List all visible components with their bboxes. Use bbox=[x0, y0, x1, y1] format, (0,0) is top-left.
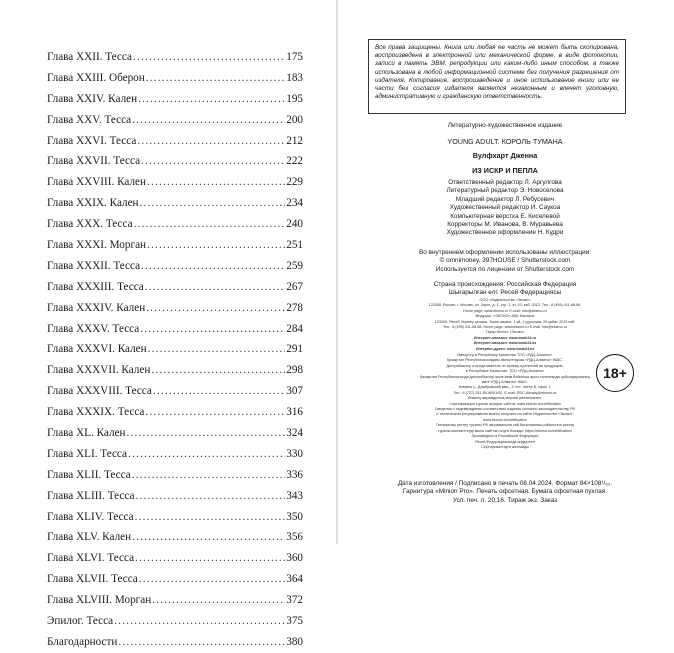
toc-entry-page: 330 bbox=[286, 447, 303, 460]
toc-entry bbox=[47, 298, 303, 319]
toc-entry-page: 175 bbox=[286, 51, 303, 63]
shop-line: Интернет-дүкен: www.book24.kz bbox=[475, 346, 535, 351]
toc-entry-page: 380 bbox=[286, 635, 303, 648]
toc-entry bbox=[47, 110, 303, 131]
toc-entry-title: Глава XXX. Тесса bbox=[47, 218, 133, 231]
toc-entry-title: Глава XXXVI. Кален bbox=[47, 343, 147, 356]
toc-leader-dots bbox=[145, 277, 285, 298]
toc-entry-page: 251 bbox=[286, 239, 303, 252]
table-of-contents bbox=[47, 47, 303, 653]
toc-entry-title: Глава XXIV. Кален bbox=[47, 92, 138, 105]
toc-leader-dots bbox=[132, 465, 286, 486]
importer-line: в Республике Казахстан: ТОО «РДЦ-Алматы» bbox=[465, 369, 545, 374]
toc-entry-page: 195 bbox=[286, 92, 303, 105]
toc-entry-page: 278 bbox=[286, 301, 303, 314]
shop-line: Интернет-магазин: www.book24.ru bbox=[473, 336, 537, 340]
toc-entry-page: 267 bbox=[286, 280, 303, 293]
illustration-credits bbox=[360, 249, 650, 274]
origin-line: Страна происхождения: Российская Федерация bbox=[433, 281, 577, 288]
toc-entry-page: 356 bbox=[286, 531, 303, 544]
toc-entry-title: Глава XL. Кален bbox=[47, 427, 126, 440]
toc-leader-dots bbox=[132, 527, 285, 548]
publisher-line: 123308, Россия, г. Москва, ул. Зорге, д. 1, стр. 1, эт. 20, каб. 2013. Тел.: 8 (495) 411-68-86. bbox=[428, 303, 582, 308]
toc-leader-dots bbox=[141, 151, 285, 172]
toc-entry bbox=[47, 507, 303, 528]
importer-line: Алматы қ., Домбровский көш., 3 «а», литер Б, офис 1. bbox=[458, 385, 552, 390]
toc-leader-dots bbox=[135, 548, 285, 569]
illustration-line: Используется по лицензии от Shutterstock.com bbox=[435, 265, 575, 273]
publisher-line: Home page: www.eksmo.ru E-mail: info@eksmo.ru bbox=[463, 308, 547, 313]
toc-entry bbox=[47, 381, 303, 402]
toc-entry-page: 291 bbox=[286, 343, 303, 356]
toc-entry bbox=[47, 360, 303, 381]
toc-entry bbox=[47, 68, 303, 89]
toc-entry bbox=[47, 277, 303, 298]
origin-line: Шығарылған елі: Ресей Федерациясы bbox=[448, 289, 562, 297]
toc-leader-dots bbox=[135, 486, 285, 507]
importer-line: Импортер в Республику Казахстан ТОО «РДЦ-Алматы». bbox=[456, 353, 554, 357]
toc-entry-title: Глава XXXIV. Кален bbox=[47, 301, 146, 314]
toc-entry bbox=[47, 569, 303, 590]
toc-leader-dots bbox=[128, 444, 285, 465]
publisher-info bbox=[360, 298, 650, 336]
edition-type: Литературно-художественное издание bbox=[447, 122, 563, 129]
toc-entry bbox=[47, 339, 303, 360]
toc-leader-dots bbox=[134, 214, 286, 235]
print-details bbox=[360, 480, 650, 505]
toc-entry bbox=[47, 319, 303, 340]
toc-entry bbox=[47, 402, 303, 423]
toc-entry-page: 240 bbox=[286, 218, 303, 231]
contents-page bbox=[0, 0, 337, 648]
importer-line: Произведено в Российской Федерации bbox=[471, 434, 539, 439]
toc-entry-title: Глава XLV. Кален bbox=[47, 531, 132, 544]
toc-entry bbox=[47, 486, 303, 507]
toc-entry bbox=[47, 172, 303, 193]
toc-entry-page: 222 bbox=[286, 155, 303, 168]
toc-leader-dots bbox=[138, 89, 285, 110]
importer-line: Қазақстан Республикасындағы импорттаушы «РДЦ-Алматы» ЖШС. bbox=[447, 358, 563, 363]
online-shops bbox=[360, 336, 650, 352]
toc-entry bbox=[47, 47, 303, 68]
toc-entry-title: Глава XXVIII. Кален bbox=[47, 176, 146, 189]
toc-entry bbox=[47, 590, 303, 611]
importer-line: өкілі «РДЦ-Алматы» ЖШС, bbox=[481, 380, 529, 385]
credit-line: Младший редактор Л. Ребусевич bbox=[455, 195, 555, 203]
toc-entry-title: Глава XXIX. Кален bbox=[47, 197, 139, 210]
importer-line: Сертификаттауға жатпайды bbox=[481, 444, 529, 449]
importer-line: Қазақстан Республикасында дистрибьютор және өнім бойынша арыз-талаптарды қабылдаушының bbox=[419, 374, 591, 379]
toc-entry-title: Глава XXXIX. Тесса bbox=[47, 406, 145, 419]
toc-entry bbox=[47, 632, 303, 653]
age-rating-badge: 18+ bbox=[596, 354, 634, 392]
publisher-line: ООО «Издательство «Эксмо» bbox=[479, 298, 531, 302]
toc-entry-title: Глава XXVI. Тесса bbox=[47, 134, 137, 147]
toc-leader-dots bbox=[151, 360, 285, 381]
toc-entry-page: 316 bbox=[286, 406, 303, 419]
toc-leader-dots bbox=[137, 131, 285, 152]
toc-leader-dots bbox=[118, 632, 285, 653]
toc-leader-dots bbox=[127, 423, 286, 444]
importer-line: www.eksmo.ru/certification bbox=[483, 417, 527, 422]
toc-entry bbox=[47, 423, 303, 444]
toc-entry-page: 372 bbox=[286, 594, 303, 607]
toc-entry bbox=[47, 193, 303, 214]
importer-line: Сведения о подтверждении соответствия издания согласно законодательству РФ bbox=[434, 407, 576, 412]
importer-line: Тел.: 8 (727) 251-59-90/91/92. E-mail: RDC-Almaty@eksmo.kz bbox=[453, 390, 557, 395]
toc-entry-title: Глава XXXVII. Кален bbox=[47, 364, 151, 377]
toc-entry-title: Глава XLIV. Тесса bbox=[47, 510, 134, 523]
credit-line: Компьютерная верстка Е. Киселевой bbox=[450, 212, 560, 220]
toc-entry-page: 324 bbox=[286, 427, 303, 440]
toc-leader-dots bbox=[153, 381, 285, 402]
toc-entry-title: Глава XXXIII. Тесса bbox=[47, 280, 144, 293]
illustration-line: © omnimoney, 397HOUSE / Shutterstock.com bbox=[439, 257, 571, 265]
toc-entry bbox=[47, 131, 303, 152]
toc-entry-page: 364 bbox=[286, 573, 303, 586]
toc-entry-title: Глава XXII. Тесса bbox=[47, 51, 132, 63]
toc-entry bbox=[47, 465, 303, 486]
toc-entry-page: 307 bbox=[286, 385, 303, 398]
toc-entry-title: Глава XLIII. Тесса bbox=[47, 489, 135, 502]
publisher-line: Тел.: 8 (495) 411-68-86. Home page: www.eksmo.ru E-mail: info@eksmo.ru bbox=[443, 325, 567, 330]
toc-entry bbox=[47, 548, 303, 569]
toc-entry bbox=[47, 444, 303, 465]
illustration-line: Во внутреннем оформлении использованы иллюстрации: bbox=[418, 249, 592, 256]
print-info-line: Усл. печ. л. 20,16. Тираж экз. Заказ bbox=[452, 496, 558, 504]
toc-entry-title: Глава XXXV. Тесса bbox=[47, 322, 140, 335]
importer-line: Техникалық реттеу туралы РФ заңнамасына сай басылымның сәйкестігін растау bbox=[435, 423, 575, 428]
toc-leader-dots bbox=[135, 507, 286, 528]
toc-leader-dots bbox=[146, 298, 285, 319]
author-name: Вулфхарт Дженна bbox=[472, 151, 538, 160]
toc-entry-page: 284 bbox=[286, 322, 303, 335]
importer-line: Өнімнің жарамдылық мерзімі шектелмеген. bbox=[467, 396, 543, 401]
importer-line: Ресей Федерациясында өндірілген bbox=[475, 439, 535, 444]
toc-leader-dots bbox=[148, 339, 286, 360]
toc-entry-title: Глава XXIII. Оберон bbox=[47, 71, 145, 84]
toc-entry-title: Глава XXXII. Тесса bbox=[47, 259, 141, 272]
toc-leader-dots bbox=[140, 193, 286, 214]
country-of-origin bbox=[360, 281, 650, 298]
toc-leader-dots bbox=[145, 402, 285, 423]
toc-leader-dots bbox=[139, 569, 285, 590]
toc-entry-title: Глава XLII. Тесса bbox=[47, 468, 131, 481]
toc-entry-page: 229 bbox=[286, 176, 303, 189]
toc-leader-dots bbox=[147, 172, 285, 193]
toc-entry-title: Эпилог. Тесса bbox=[47, 615, 114, 628]
toc-entry bbox=[47, 151, 303, 172]
importer-line: Сертификация туралы ақпарат сайтта: www.eksmo.ru/certification bbox=[449, 401, 561, 406]
importer-line: Дистрибьютор и представитель по приему претензий на продукцию, bbox=[446, 363, 564, 368]
credit-line: Корректоры М. Иванова, В. Муравьева bbox=[447, 221, 563, 229]
toc-entry bbox=[47, 235, 303, 256]
publisher-line: Өндіруші: «ЭКСМО» АҚБ Баспасы bbox=[475, 314, 535, 319]
toc-entry-title: Глава XXV. Тесса bbox=[47, 113, 132, 126]
credit-line: Литературный редактор Э. Новоселова bbox=[446, 187, 564, 195]
toc-entry-title: Глава XLVII. Тесса bbox=[47, 573, 138, 586]
print-info-line: Дата изготовления / Подписано в печать 08.04.2024. Формат 84×108¹/₃₂. bbox=[397, 480, 613, 487]
toc-entry bbox=[47, 89, 303, 110]
toc-entry-page: 212 bbox=[286, 134, 303, 147]
publisher-line: 123308, Ресей, Мәскеу қаласы, Зорге көшесі, 1 үй, 1 құрылым, 20 қабат, 2013 каб. bbox=[434, 319, 576, 324]
toc-entry-page: 234 bbox=[286, 197, 303, 210]
credit-line: Художественное оформление Н. Кудри bbox=[446, 229, 564, 237]
toc-entry-title: Глава XXXVIII. Тесса bbox=[47, 385, 152, 398]
credit-line: Художественный редактор И. Саукоа bbox=[449, 204, 561, 212]
toc-leader-dots bbox=[132, 110, 285, 131]
importer-line: туралы мәліметтерді мына сайттан алуға болады: https://eksmo.ru/certification/ bbox=[437, 428, 573, 433]
toc-entry-page: 360 bbox=[286, 552, 303, 565]
toc-entry-page: 343 bbox=[286, 489, 303, 502]
book-title: ИЗ ИСКР И ПЕПЛА bbox=[472, 166, 538, 175]
toc-entry-title: Глава XLVIII. Морган bbox=[47, 594, 152, 607]
toc-leader-dots bbox=[152, 590, 285, 611]
toc-entry-title: Благодарности bbox=[47, 635, 118, 648]
toc-entry-title: Глава XLI. Тесса bbox=[47, 447, 127, 460]
toc-entry-title: Глава XXXI. Морган bbox=[47, 239, 147, 252]
toc-entry-page: 375 bbox=[286, 615, 303, 628]
editorial-credits bbox=[360, 179, 650, 238]
publisher-line: Тауар белгісі: «Эксмо» bbox=[485, 330, 525, 335]
toc-entry-title: Глава XXVII. Тесса bbox=[47, 155, 141, 168]
toc-entry-page: 336 bbox=[286, 468, 303, 481]
toc-leader-dots bbox=[133, 47, 285, 68]
toc-entry bbox=[47, 214, 303, 235]
importer-line: о техническом регулировании можно получить на сайте Издательства «Эксмо»: bbox=[436, 412, 574, 417]
toc-leader-dots bbox=[114, 611, 285, 632]
toc-entry-page: 350 bbox=[286, 510, 303, 523]
credit-line: Ответственный редактор Л. Аргулгова bbox=[448, 179, 562, 186]
toc-entry-page: 200 bbox=[286, 113, 303, 126]
toc-leader-dots bbox=[147, 235, 285, 256]
toc-entry-title: Глава XLVI. Тесса bbox=[47, 552, 135, 565]
toc-leader-dots bbox=[141, 256, 285, 277]
toc-entry bbox=[47, 527, 303, 548]
toc-leader-dots bbox=[140, 319, 285, 340]
toc-entry-page: 183 bbox=[286, 71, 303, 84]
print-info-line: Гарнитура «Minion Pro». Печать офсетная. Бумага офсетная пухлая. bbox=[402, 488, 608, 496]
toc-entry bbox=[47, 256, 303, 277]
series-name: YOUNG ADULT. КОРОЛЬ ТУМАНА bbox=[447, 137, 563, 146]
toc-entry-page: 298 bbox=[286, 364, 303, 377]
toc-entry bbox=[47, 611, 303, 632]
copyright-notice: Все права защищены. Книга или любая ее часть не может быть скопирована, воспроизведена в электронной или механической форме, в виде фотокопии, записи в память ЭВМ, репродукции или каким-либо иным способом, а также использована в любой информационной системе без получения разрешения от издателя. Копирование, воспроизведение и иное использование книги или ее части без согласия издателя является незаконным и влечет уголовную, административную и гражданскую ответственность. bbox=[368, 39, 626, 114]
toc-entry-page: 259 bbox=[286, 259, 303, 272]
toc-leader-dots bbox=[146, 68, 285, 89]
shop-line: Интернет-магазин: www.book24.kz bbox=[473, 341, 537, 346]
